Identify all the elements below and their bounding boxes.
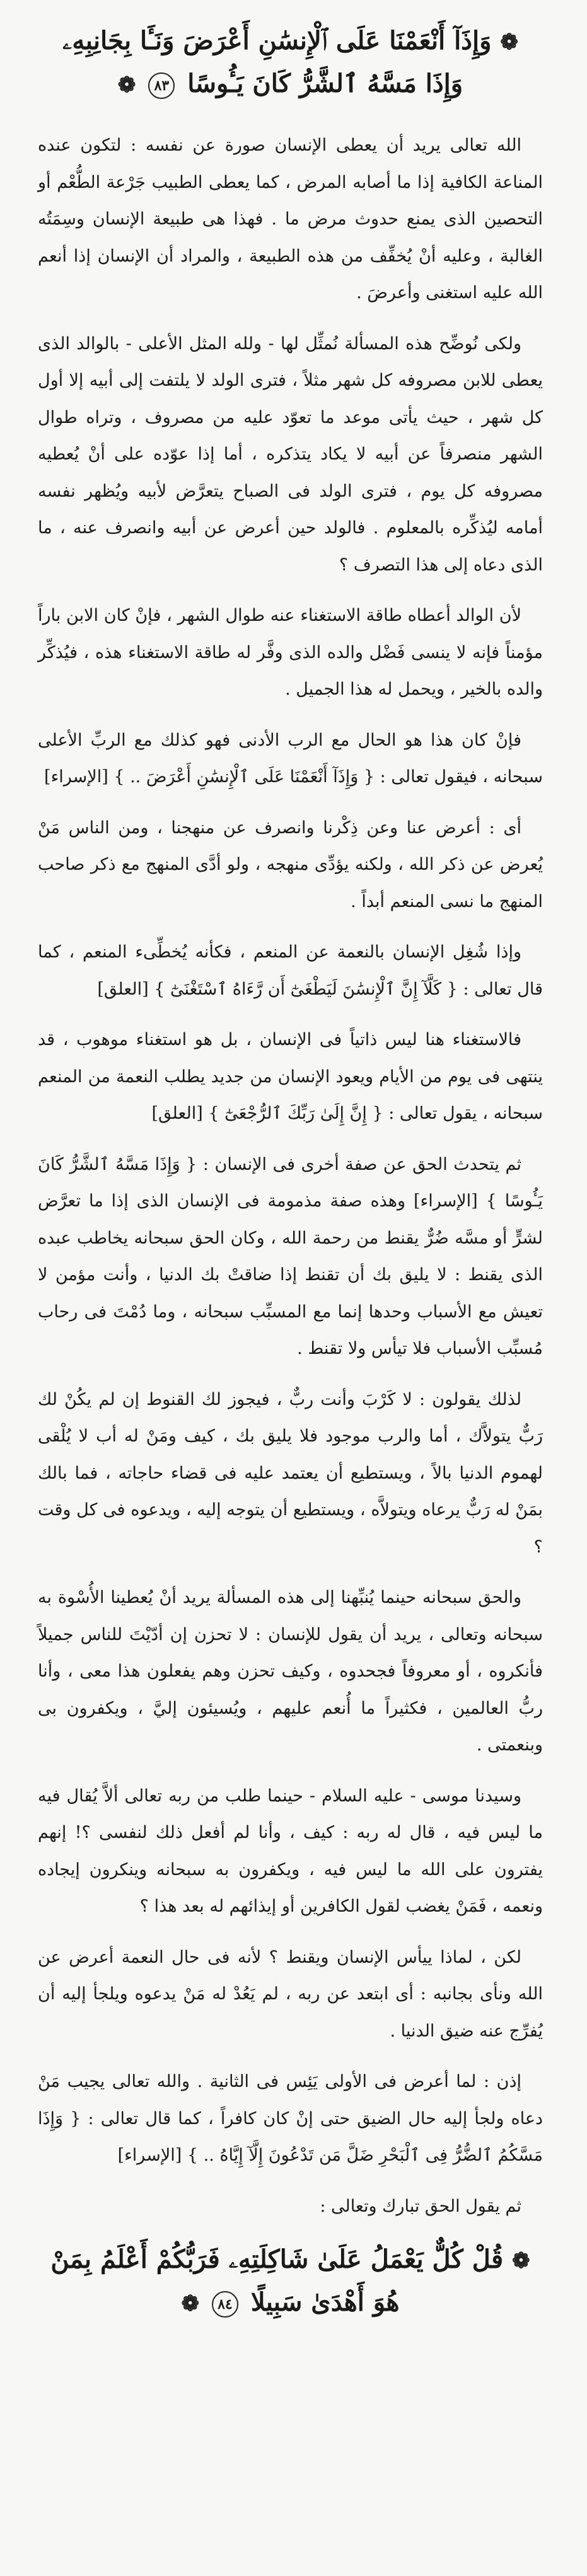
verse-header-line-2 <box>38 63 543 106</box>
paragraph-7: فالاستغناء هنا ليس ذاتياً فى الإنسان ، بل هو استغناء موهوب ، قد ينتهى فى يوم من الأيام ويعود الإنسان من جديد يطلب النعمة من المنعم سبحانه ، يقول تعالى : { إِنَّ إِلَىٰ رَبِّكَ ٱلرُّجْعَىٰٓ } [العلق] <box>38 1030 543 1123</box>
paragraph-6: وإذا شُغِل الإنسان بالنعمة عن المنعم ، فكأنه يُخطِّىء المنعم ، كما قال تعالى : { كَلَّآ إِنَّ ٱلْإِنسَٰنَ لَيَطْغَىٰٓ أَن رَّءَاهُ ٱسْتَغْنَىٰٓ } [العلق] <box>38 942 543 999</box>
verse-header <box>38 20 543 106</box>
verse-footer-line-1 <box>38 2239 543 2282</box>
paragraph-1: الله تعالى يريد أن يعطى الإنسان صورة عن نفسه : لتكون عنده المناعة الكافية إذا ما أصابه المرض ، كما يعطى الطبيب جَرْعة الطُّعْم أو التحصين الذى يمنع حدوث مرض ما . فهذا هى طبيعة الإنسان وسِمَتُه الغالبة ، وعليه أنْ يُخفِّف من هذه الطبيعة ، والمراد أن الإنسان إذا أنعم الله عليه استغنى وأعرضَ . <box>38 136 543 303</box>
paragraph-8: ثم يتحدث الحق عن صفة أخرى فى الإنسان : { وَإِذَا مَسَّهُ ٱلشَّرُّ كَانَ يَـُٔوسًا } [الإسراء] وهذه صفة مذمومة فى الإنسان الذى إذا ما تعرَّض لشرٍّ أو مسَّه ضُرٌّ يقنط من رحمة الله ، وكان الحق سبحانه يخاطب عبده الذى يقنط : لا يليق بك أن تقنط إذا ضاقتْ بك الدنيا ، وأنت مؤمن لا تعيش مع الأسباب وحدها إنما مع المسبِّب سبحانه ، وما دُمْتَ فى رحاب مُسبِّب الأسباب فلا تيأس ولا تقنط . <box>38 1154 543 1358</box>
verse-footer-line-2 <box>38 2282 543 2325</box>
verse-footer <box>38 2239 543 2325</box>
verse-header-text-2: وَإِذَا مَسَّهُ ٱلشَّرُّ كَانَ يَـُٔوسًا <box>187 69 463 98</box>
ornament-icon: ❁ <box>500 30 518 55</box>
verse-footer-text-2: هُوَ أَهْدَىٰ سَبِيلًا <box>250 2287 400 2317</box>
verse-footer-text-1: قُلْ كُلٌّ يَعْمَلُ عَلَىٰ شَاكِلَتِهِۦ فَرَبُّكُمْ أَعْلَمُ بِمَنْ <box>50 2244 504 2274</box>
paragraph-11: وسيدنا موسى - عليه السلام - حينما طلب من ربه تعالى ألاَّ يُقال فيه ما ليس فيه ، قال له ربه : كيف ، وأنا لم أفعل ذلك لنفسى ؟! إنهم يفترون على الله ما ليس فيه ، ويكفرون به سبحانه وينكرون إيجاده ونعمه ، فَمَنْ يغضب لقول الكافرين أو إيذائهم له بعد هذا ؟ <box>38 1786 543 1916</box>
paragraph-14: ثم يقول الحق تبارك وتعالى : <box>320 2196 521 2216</box>
paragraph-9: لذلك يقولون : لا كَرْبَ وأنت ربٌّ ، فيجوز لك القنوط إن لم يكُنْ لك رَبٌّ يتولاَّك ، أما والرب موجود فلا يليق بك ، كيف ومَنْ له أب لا يُلْقى لهموم الدنيا بالاً ، ويستطيع أن يعتمد عليه فى قضاء حاجاته ، فما بالك بمَنْ له رَبٌّ يرعاه ويتولاَّه ، ويستطيع أن يتوجه إليه ، ويدعوه فى كل وقت ؟ <box>38 1389 543 1557</box>
ornament-icon: ❁ <box>181 2291 199 2316</box>
paragraph-12: لكن ، لماذا ييأس الإنسان ويقنط ؟ لأنه فى حال النعمة أعرض عن الله ونأى بجانبه : أى ابتعد عن ربه ، لم يَعُدْ له مَنْ يدعوه ويلجأ إليه أن يُفرِّج عنه ضيق الدنيا . <box>38 1947 543 2041</box>
paragraph-3: لأن الوالد أعطاه طاقة الاستغناء عنه طوال الشهر ، فإنْ كان الابن باراً مؤمناً فإنه لا ينسى فَضْل والده الذى وفَّر له طاقة الاستغناء هذه ، فيُذكِّر والده بالخير ، ويحمل له هذا الجميل . <box>38 606 543 699</box>
paragraph-5: أى : أعرض عنا وعن ذِكْرنا وانصرف عن منهجنا ، ومن الناس مَنْ يُعرض عن ذكر الله ، ولكنه يؤدِّى منهجه ، ولو أدَّى المنهج مع ذكر صاحب المنهج ما نسى المنعم أبداً . <box>38 817 543 911</box>
ornament-icon: ❁ <box>117 72 136 98</box>
ornament-icon: ❁ <box>512 2248 530 2273</box>
verse-header-text-1: وَإِذَآ أَنْعَمْنَا عَلَى ٱلْإِنسَٰنِ أَعْرَضَ وَنَـَٔا بِجَانِبِهِۦ <box>62 26 492 55</box>
paragraph-13: إذن : لما أعرض فى الأولى يَئِس فى الثانية . والله تعالى يجيب مَنْ دعاه ولجأ إليه حال الضيق حتى إنْ كان كافراً ، كما قال تعالى : { وَإِذَا مَسَّكُمُ ٱلضُّرُّ فِى ٱلْبَحْرِ ضَلَّ مَن تَدْعُونَ إِلَّآ إِيَّاهُ .. } [الإسراء] <box>38 2072 543 2165</box>
paragraph-2: ولكى نُوضِّح هذه المسألة نُمثِّل لها - ولله المثل الأعلى - بالوالد الذى يعطى للابن مصروفه كل شهر مثلاً ، فترى الولد لا يلتفت إلى أبيه إلا أول كل شهر ، حيث يأتى موعد ما تعوّد عليه من مصروف ، وتراه طوال الشهر منصرفاً عن أبيه لا يكاد يتذكره ، أما إذا عوّده على أنْ يُعطيه مصروفه كل يوم ، فترى الولد فى الصباح يتعرَّض لأبيه ويُظهر نفسه أمامه ليُذكِّره بالمعلوم . فالولد حين أعرض عن أبيه وانصرف عنه ، ما الذى دعاه إلى هذا التصرف ؟ <box>38 333 543 575</box>
ayah-number-badge: ٨٣ <box>148 72 175 99</box>
paragraph-4: فإنْ كان هذا هو الحال مع الرب الأدنى فهو كذلك مع الربِّ الأعلى سبحانه ، فيقول تعالى : { وَإِذَآ أَنْعَمْنَا عَلَى ٱلْإِنسَٰنِ أَعْرَضَ .. } [الإسراء] <box>38 730 543 787</box>
ayah-number-badge: ٨٤ <box>212 2291 238 2318</box>
verse-header-line-1 <box>38 20 543 63</box>
paragraph-10: والحق سبحانه حينما يُنبِّهنا إلى هذه المسألة يريد أنْ يُعطينا الأُسْوة به سبحانه وتعالى ، يريد أن يقول للإنسان : لا تحزن إن أدّيْتَ للناس جميلاً فأنكروه ، أو معروفاً فجحدوه ، وكيف تحزن وهم يفعلون هذا معى ، وأنا ربُّ العالمين ، فكثيراً ما أُنعم عليهم ، ويُسيئون إليَّ ، ويكفرون بى وبنعمتى . <box>38 1588 543 1755</box>
